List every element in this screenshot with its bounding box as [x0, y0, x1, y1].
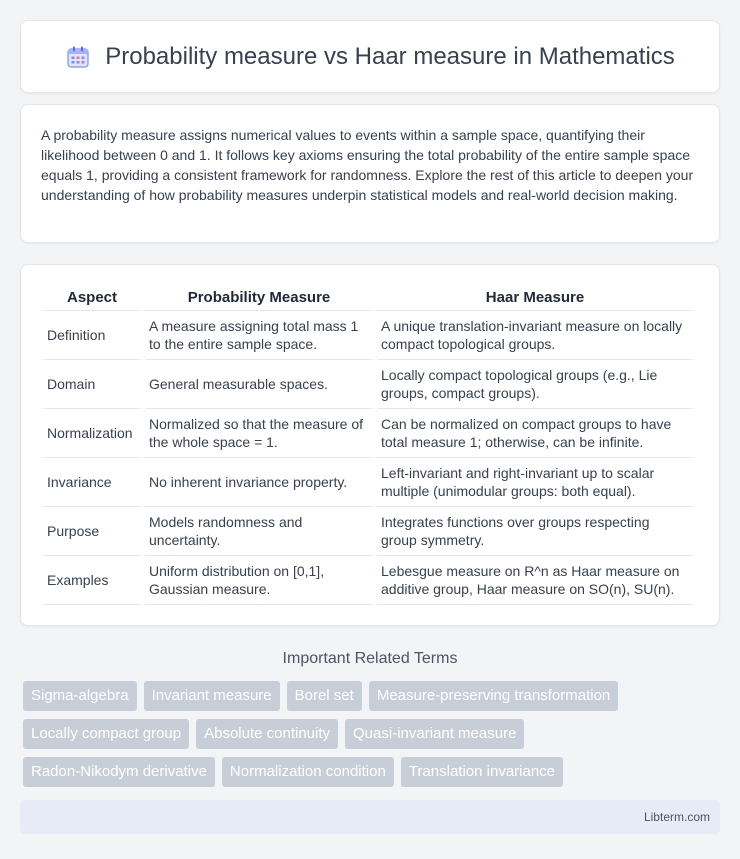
title-card: [20, 20, 720, 93]
row-haar-cell: Left-invariant and right-invariant up to scalar multiple (unimodular groups: both equal).: [377, 458, 693, 507]
related-terms-title: Important Related Terms: [282, 650, 458, 667]
row-probability-cell: Models randomness and uncertainty.: [145, 507, 373, 556]
table-row: [43, 507, 693, 556]
table-header-row: [43, 287, 693, 311]
tag-radon-nikodym-derivative[interactable]: Radon-Nikodym derivative: [23, 757, 215, 787]
footer: [20, 800, 720, 834]
intro-text: A probability measure assigns numerical values to events within a sample space, quantifying their likelihood between 0 and 1. It follows key axioms ensuring the total probability of the entire sample space equals 1, providing a consistent framework for randomness. Explore the rest of this article to deepen your understanding of how probability measures underpin statistical models and real-world decision making.: [41, 127, 694, 203]
row-aspect: Examples: [43, 556, 141, 605]
tag-sigma-algebra[interactable]: Sigma-algebra: [23, 681, 137, 711]
tag-absolute-continuity[interactable]: Absolute continuity: [196, 719, 338, 749]
table-row: [43, 556, 693, 605]
tag-measure-preserving-transformation[interactable]: Measure-preserving transformation: [369, 681, 618, 711]
comparison-card: [20, 264, 720, 626]
table-row: [43, 360, 693, 409]
header-probability-measure: Probability Measure: [145, 287, 373, 311]
row-haar-cell: A unique translation-invariant measure on locally compact topological groups.: [377, 311, 693, 360]
row-probability-cell: Uniform distribution on [0,1], Gaussian measure.: [145, 556, 373, 605]
row-probability-cell: General measurable spaces.: [145, 360, 373, 409]
tag-locally-compact-group[interactable]: Locally compact group: [23, 719, 189, 749]
row-aspect: Normalization: [43, 409, 141, 458]
row-aspect: Purpose: [43, 507, 141, 556]
table-row: [43, 409, 693, 458]
tag-translation-invariance[interactable]: Translation invariance: [401, 757, 563, 787]
row-probability-cell: A measure assigning total mass 1 to the entire sample space.: [145, 311, 373, 360]
table-row: [43, 311, 693, 360]
row-probability-cell: No inherent invariance property.: [145, 458, 373, 507]
page-title: Probability measure vs Haar measure in Mathematics: [105, 42, 675, 70]
header-haar-measure: Haar Measure: [377, 287, 693, 311]
related-terms-list: [20, 681, 720, 787]
tag-normalization-condition[interactable]: Normalization condition: [222, 757, 394, 787]
tag-borel-set[interactable]: Borel set: [287, 681, 362, 711]
tag-invariant-measure[interactable]: Invariant measure: [144, 681, 280, 711]
row-haar-cell: Can be normalized on compact groups to have total measure 1; otherwise, can be infinite.: [377, 409, 693, 458]
calendar-icon: [65, 44, 91, 70]
row-probability-cell: Normalized so that the measure of the whole space = 1.: [145, 409, 373, 458]
row-haar-cell: Locally compact topological groups (e.g., Lie groups, compact groups).: [377, 360, 693, 409]
row-aspect: Domain: [43, 360, 141, 409]
intro-card: [20, 104, 720, 243]
footer-site-link[interactable]: Libterm.com: [643, 810, 710, 824]
header-aspect: Aspect: [43, 287, 141, 311]
table-row: [43, 458, 693, 507]
row-haar-cell: Lebesgue measure on R^n as Haar measure on additive group, Haar measure on SO(n), SU(n).: [377, 556, 693, 605]
row-aspect: Definition: [43, 311, 141, 360]
tag-quasi-invariant-measure[interactable]: Quasi-invariant measure: [345, 719, 524, 749]
row-haar-cell: Integrates functions over groups respecting group symmetry.: [377, 507, 693, 556]
row-aspect: Invariance: [43, 458, 141, 507]
comparison-table: [39, 287, 697, 605]
